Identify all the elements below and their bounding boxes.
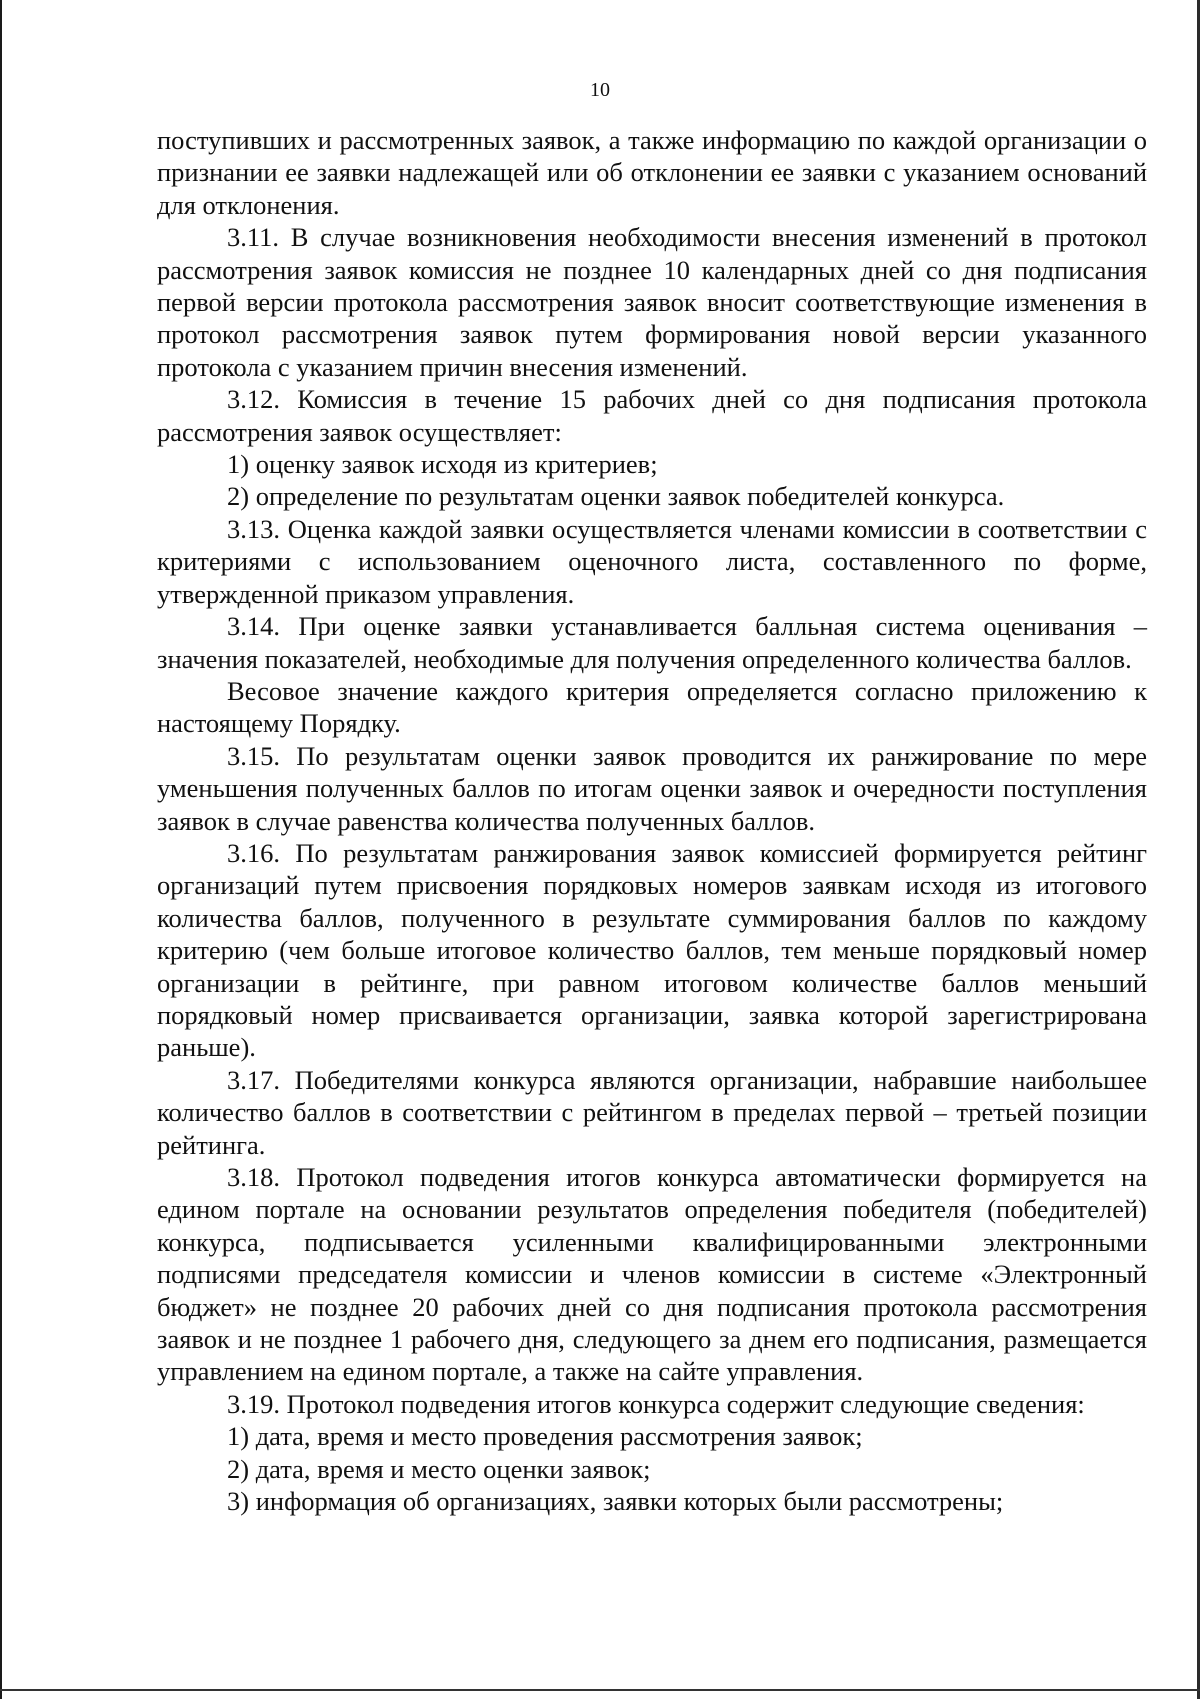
scan-edge-bottom — [0, 1689, 1200, 1691]
list-item-3-19-1: 1) дата, время и место проведения рассмотрения заявок; — [227, 1421, 863, 1452]
paragraph-3-18: 3.18. Протокол подведения итогов конкурса автоматически формируется на едином портале на основании результатов определения победителя (победителей) конкурса, подписывается усиленными квалифицированными электронными подписями председателя комиссии и членов комиссии в системе «Электронный бюджет» не позднее 20 рабочих дней со дня подписания протокола рассмотрения заявок и не позднее 1 рабочего дня, следующего за днем его подписания, размещается управлением на едином портале, а также на сайте управления. — [157, 1162, 1147, 1387]
paragraph-3-11: 3.11. В случае возникновения необходимости внесения изменений в протокол рассмотрения заявок комиссия не позднее 10 календарных дней со дня подписания первой версии протокола рассмотрения заявок вносит соответствующие изменения в протокол рассмотрения заявок путем формирования новой версии указанного протокола с указанием причин внесения изменений. — [157, 222, 1147, 382]
paragraph-3-12: 3.12. Комиссия в течение 15 рабочих дней со дня подписания протокола рассмотрения заявок осуществляет: — [157, 384, 1147, 447]
paragraph-3-19: 3.19. Протокол подведения итогов конкурса содержит следующие сведения: — [227, 1388, 1085, 1419]
paragraph-3-13: 3.13. Оценка каждой заявки осуществляется членами комиссии в соответствии с критериями с использованием оценочного листа, составленного по форме, утвержденной приказом управления. — [157, 513, 1147, 609]
paragraph-3-16: 3.16. По результатам ранжирования заявок комиссией формируется рейтинг организаций путем присвоения порядковых номеров заявкам исходя из итогового количества баллов, полученного в результате суммирования баллов по каждому критерию (чем больше итоговое количество баллов, тем меньше порядковый номер организации в рейтинге, при равном итоговом количестве баллов меньший порядковый номер присваивается организации, заявка которой зарегистрирована раньше). — [157, 837, 1147, 1063]
document-body — [157, 124, 1147, 1517]
list-item-3-19-3: 3) информация об организациях, заявки которых были рассмотрены; — [227, 1486, 1004, 1517]
paragraph-3-14: 3.14. При оценке заявки устанавливается балльная система оценивания – значения показателей, необходимые для получения определенного количества баллов. — [157, 611, 1147, 674]
paragraph-weight: Весовое значение каждого критерия определяется согласно приложению к настоящему Порядку. — [157, 675, 1147, 739]
paragraph-continuation: поступивших и рассмотренных заявок, а также информацию по каждой организации о признании ее заявки надлежащей или об отклонении ее заявки с указанием оснований для отклонения. — [157, 125, 1147, 220]
paragraph-3-15: 3.15. По результатам оценки заявок проводится их ранжирование по мере уменьшения полученных баллов по итогам оценки заявок и очередности поступления заявок в случае равенства количества полученных баллов. — [157, 740, 1147, 836]
list-item-3-19-2: 2) дата, время и место оценки заявок; — [227, 1453, 651, 1484]
paragraph-3-17: 3.17. Победителями конкурса являются организации, набравшие наибольшее количество баллов в соответствии с рейтингом в пределах первой – третьей позиции рейтинга. — [157, 1064, 1147, 1160]
list-item-3-12-2: 2) определение по результатам оценки заявок победителей конкурса. — [227, 481, 1005, 512]
list-item-3-12-1: 1) оценку заявок исходя из критериев; — [227, 449, 658, 480]
scan-edge-left — [0, 0, 2, 1699]
page-number: 10 — [590, 79, 610, 101]
